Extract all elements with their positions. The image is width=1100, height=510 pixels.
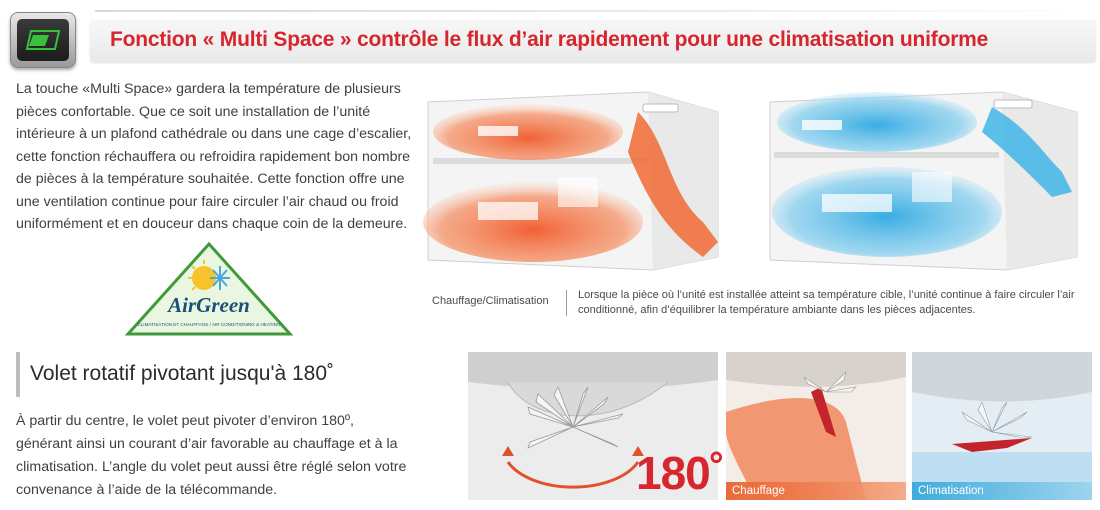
airgreen-logo-text: AirGreen — [168, 293, 250, 317]
multi-space-icon — [17, 19, 69, 61]
caption-divider — [566, 290, 567, 316]
cooling-house-illustration — [762, 82, 1092, 272]
top-rule — [95, 10, 1100, 12]
section-title: Volet rotatif pivotant jusqu'à 180˚ — [30, 362, 335, 385]
airgreen-logo — [124, 240, 294, 338]
illustration-caption-text: Lorsque la pièce où l’unité est installée atteint sa température cible, l’unité continue à faire circuler l’air conditionné, afin d’équilibrer la température ambiante dans les pièces adjacentes. — [578, 289, 1075, 316]
section-title-bar — [16, 352, 20, 397]
rotation-angle-label: 180˚ — [636, 447, 725, 499]
airgreen-logo-tagline: CLIMATISATION ET CHAUFFAGE / AIR CONDITIONING & HEATING — [137, 322, 281, 327]
page-title: Fonction « Multi Space » contrôle le flux d’air rapidement pour une climatisation uniforme — [110, 28, 989, 51]
intro-paragraph: La touche «Multi Space» gardera la température de plusieurs pièces confortable. Que ce soit une installation de l’unité intérieure à un plafond cathédrale ou dans une cage d’escalier, cette fonction réchauffera ou refroidira rapidement bon nombre de pièces à la température souhaitée. Cette fonction offre une une ventilation continue pour faire circuler l’air chaud ou froid uniformément et en douceur dans chaque coin de la demeure. — [16, 81, 412, 232]
section-paragraph: À partir du centre, le volet peut pivoter d’environ 180º, générant ainsi un courant d’air favorable au chauffage et à la climatisation. L’angle du volet peut aussi être réglé selon votre convenance à l’aide de la télécommande. — [16, 413, 407, 498]
illustration-caption-label: Chauffage/Climatisation — [432, 295, 549, 307]
heating-flap-photo — [726, 352, 906, 500]
cooling-label: Climatisation — [912, 482, 1092, 500]
heating-label: Chauffage — [726, 482, 906, 500]
cooling-flap-photo — [912, 352, 1092, 500]
heating-house-illustration — [418, 82, 738, 272]
multi-space-button — [10, 12, 76, 68]
